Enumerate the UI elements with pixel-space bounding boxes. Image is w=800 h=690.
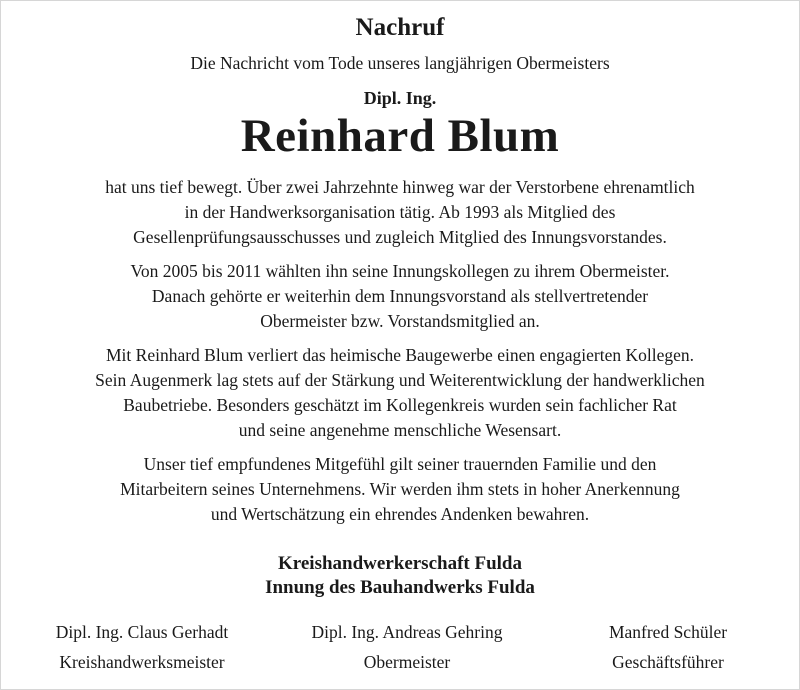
paragraph-line: Von 2005 bis 2011 wählten ihn seine Innungskollegen zu ihrem Obermeister. — [130, 261, 670, 281]
deceased-name: Reinhard Blum — [240, 110, 560, 162]
paragraph-3 — [21, 343, 779, 443]
signatory-name: Manfred Schüler — [608, 622, 728, 642]
paragraph-2 — [21, 259, 779, 334]
signatory-role: Geschäftsführer — [612, 652, 724, 672]
signatory-name: Dipl. Ing. Andreas Gehring — [311, 622, 503, 642]
signatory — [535, 617, 800, 677]
paragraph-line: Mit Reinhard Blum verliert das heimische Baugewerbe einen engagierten Kollegen. — [105, 345, 694, 365]
signatory-role: Obermeister — [363, 652, 451, 672]
paragraph-line: hat uns tief bewegt. Über zwei Jahrzehnte hinweg war der Verstorbene ehrenamtlich — [105, 177, 695, 197]
paragraph-line: Obermeister bzw. Vorstandsmitglied an. — [260, 311, 540, 331]
paragraph-1 — [21, 175, 779, 250]
paragraph-line: Gesellenprüfungsausschusses und zugleich Mitglied des Innungsvorstandes. — [133, 227, 667, 247]
signatory — [9, 617, 275, 677]
intro-line: Die Nachricht vom Tode unseres langjährigen Obermeisters — [190, 53, 610, 73]
notice-title: Nachruf — [355, 14, 445, 41]
paragraph-line: Sein Augenmerk lag stets auf der Stärkung und Weiterentwicklung der handwerklichen — [95, 370, 705, 390]
paragraph-line: Danach gehörte er weiterhin dem Innungsvorstand als stellvertretender — [151, 286, 649, 306]
signatory — [274, 617, 540, 677]
signatory-name: Dipl. Ing. Claus Gerhadt — [55, 622, 229, 642]
signatory-role: Kreishandwerksmeister — [59, 652, 225, 672]
deceased-degree: Dipl. Ing. — [363, 88, 437, 108]
paragraph-line: und Wertschätzung ein ehrendes Andenken bewahren. — [210, 504, 590, 524]
paragraph-line: Baubetriebe. Besonders geschätzt im Kollegenkreis wurden sein fachlicher Rat — [123, 395, 677, 415]
paragraph-4 — [21, 452, 779, 527]
paragraph-line: Unser tief empfundenes Mitgefühl gilt seiner trauernden Familie und den — [143, 454, 657, 474]
paragraph-line: und seine angenehme menschliche Wesensart. — [238, 420, 562, 440]
organization-name: Kreishandwerkerschaft Fulda — [277, 553, 522, 574]
organization-name: Innung des Bauhandwerks Fulda — [265, 577, 535, 598]
paragraph-line: Mitarbeitern seines Unternehmens. Wir werden ihm stets in hoher Anerkennung — [120, 479, 680, 499]
paragraph-line: in der Handwerksorganisation tätig. Ab 1993 als Mitglied des — [184, 202, 616, 222]
